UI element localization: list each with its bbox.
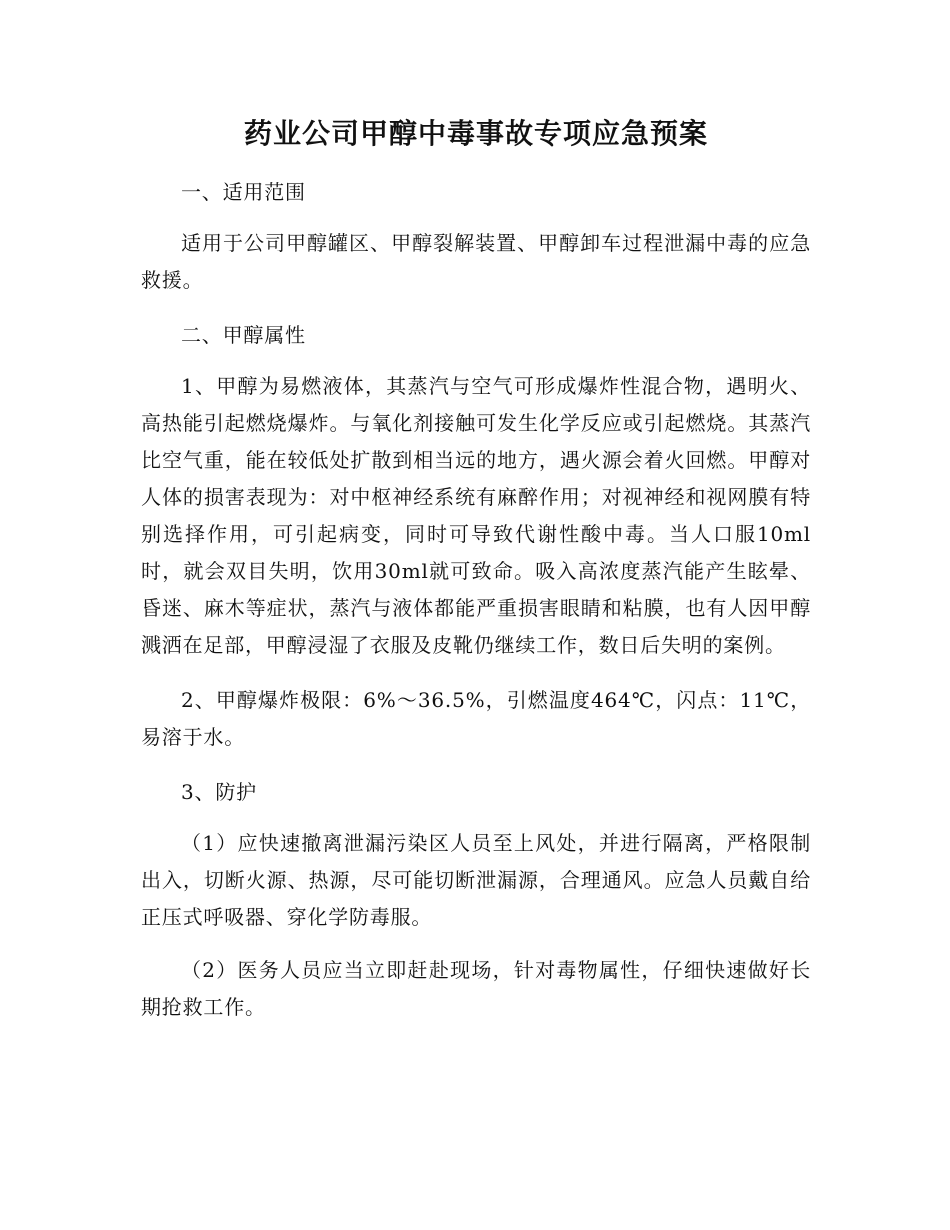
section-heading-properties: 二、甲醇属性 bbox=[181, 323, 306, 347]
paragraph-property-1: 1、甲醇为易燃液体，其蒸汽与空气可形成爆炸性混合物，遇明火、高热能引起燃烧爆炸。与氧化剂接触可发生化学反应或引起燃烧。其蒸汽比空气重，能在较低处扩散到相当远的地方，遇火源会着火回燃。甲醇对人体的损害表现为：对中枢神经系统有麻醉作用；对视神经和视网膜有特别选择作用，可引起病变，同时可导致代谢性酸中毒。当人口服10ml时，就会双目失明，饮用30ml就可致命。吸入高浓度蒸汽能产生眩晕、昏迷、麻木等症状，蒸汽与液体都能严重损害眼睛和粘膜，也有人因甲醇溅洒在足部，甲醇浸湿了衣服及皮靴仍继续工作，数日后失明的案例。 bbox=[141, 374, 811, 657]
paragraph-protection-2: （2）医务人员应当立即赶赴现场，针对毒物属性，仔细快速做好长期抢救工作。 bbox=[141, 958, 811, 1019]
paragraph-scope: 适用于公司甲醇罐区、甲醇裂解装置、甲醇卸车过程泄漏中毒的应急救援。 bbox=[141, 231, 811, 292]
section-heading-scope: 一、适用范围 bbox=[181, 180, 306, 204]
document-content bbox=[141, 108, 811, 1042]
section-heading-protection: 3、防护 bbox=[181, 780, 257, 804]
paragraph-property-2: 2、甲醇爆炸极限：6%～36.5%，引燃温度464℃，闪点：11℃，易溶于水。 bbox=[141, 688, 811, 749]
paragraph-protection-1: （1）应快速撤离泄漏污染区人员至上风处，并进行隔离，严格限制出入，切断火源、热源，尽可能切断泄漏源，合理通风。应急人员戴自给正压式呼吸器、穿化学防毒服。 bbox=[141, 831, 811, 929]
document-title: 药业公司甲醇中毒事故专项应急预案 bbox=[243, 117, 708, 150]
